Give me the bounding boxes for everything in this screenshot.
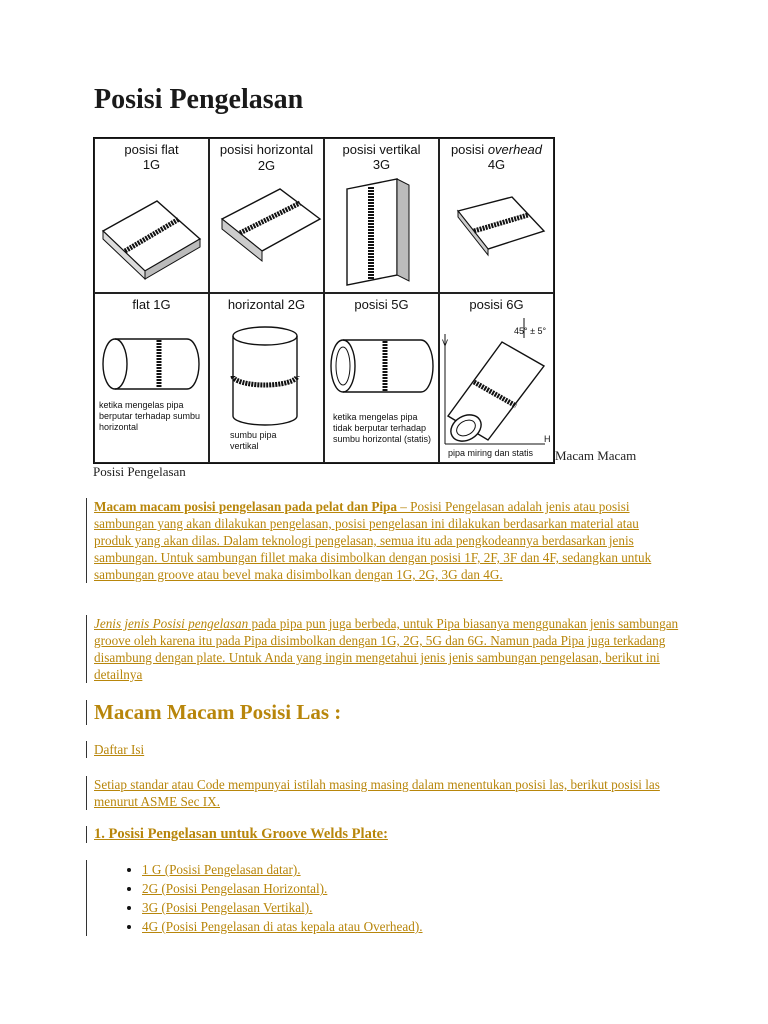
positions-list-block — [86, 860, 514, 936]
list-item — [142, 917, 514, 936]
overhead-plate-icon — [440, 139, 553, 292]
intro-rest[interactable]: – Posisi Pengelasan adalah jenis atau posisi sambungan yang akan dilakukan pengelasan, posisi pengelasan ini dilakukan berdasarkan material atau produk yang akan dilas. Dalam teknologi pengelasan, semua itu ada pengkodeannya berdasarkan jenis sambungan. Untuk sambungan fillet maka disimbolkan dengan posisi 1F, 2F, 3F dan 4F, sedangkan untuk sambungan groove atau bevel maka disimbolkan dengan 1G, 2G, 3G dan 4G. — [94, 499, 652, 582]
intro-paragraph[interactable] — [94, 498, 674, 583]
welding-positions-figure — [93, 137, 555, 464]
vertical-plate-icon — [325, 139, 438, 292]
subsection-heading-block — [86, 826, 514, 843]
figure-cell-1g-pipe — [94, 293, 209, 463]
figure-cell-2g-plate — [209, 138, 324, 293]
list-item-link[interactable]: 3G (Posisi Pengelasan Vertikal). — [142, 900, 313, 915]
intro-paragraph-block — [86, 498, 674, 583]
toc-link[interactable]: Daftar Isi — [94, 742, 145, 757]
list-item — [142, 879, 514, 898]
list-item — [142, 898, 514, 917]
positions-list — [94, 860, 514, 936]
cell-label: flat 1G — [132, 297, 171, 312]
standard-paragraph-block — [86, 776, 664, 810]
figure-caption-part1: Macam Macam — [555, 448, 637, 463]
axis-v-label: V — [442, 338, 449, 348]
subsection-heading[interactable]: 1. Posisi Pengelasan untuk Groove Welds Plate: — [94, 826, 388, 842]
cell-label: 2G — [257, 158, 276, 173]
cell-label: posisi 5G — [354, 297, 409, 312]
figure-cell-4g-plate — [439, 138, 554, 293]
list-item-link[interactable]: 2G (Posisi Pengelasan Horizontal). — [142, 881, 328, 896]
section-heading-block — [86, 700, 494, 725]
cell-label: horizontal 2G — [227, 297, 306, 312]
cell-label: posisi horizontal — [219, 142, 314, 157]
page-title: Posisi Pengelasan — [94, 84, 304, 115]
cell-label: posisi flat 1G — [124, 142, 179, 172]
pipe-paragraph-block — [86, 615, 679, 683]
list-item-link[interactable]: 4G (Posisi Pengelasan di atas kepala atau Overhead). — [142, 919, 423, 934]
pipe-rest-link[interactable]: pada pipa pun juga berbeda, untuk Pipa biasanya menggunakan jenis sambungan groove oleh karena itu pada Pipa disimbolkan dengan 1G, 2G, 5G dan 6G. Namun pada Pipa juga terkadang disambung dengan plate. Untuk Anda yang ingin mengetahui jenis jenis sambungan pengelasan, berikut ini detailnya — [94, 616, 679, 682]
section-heading: Macam Macam Posisi Las : — [94, 700, 342, 724]
cell-label: posisi vertikal 3G — [342, 142, 421, 172]
list-item — [142, 860, 514, 879]
cell-note: pipa miring dan statis — [448, 448, 534, 458]
figure-cell-2g-pipe — [209, 293, 324, 463]
flat-plate-icon — [95, 139, 208, 292]
cell-note: sumbu pipa vertikal — [230, 430, 277, 451]
pipe-paragraph — [94, 615, 679, 683]
pipe-italic-link[interactable]: Jenis jenis Posisi pengelasan — [94, 616, 249, 631]
angle-note: 45° ± 5° — [514, 326, 547, 336]
toc-block — [86, 741, 294, 758]
inclined-pipe-icon — [440, 294, 553, 462]
flat-pipe-icon — [95, 294, 208, 462]
list-item-link[interactable]: 1 G (Posisi Pengelasan datar). — [142, 862, 301, 877]
cell-label: posisi 6G — [469, 297, 524, 312]
figure-cell-3g-plate — [324, 138, 439, 293]
horizontal-plate-icon — [210, 139, 323, 292]
figure-cell-6g-pipe — [439, 293, 554, 463]
cell-note: ketika mengelas pipa tidak berputar terhadap sumbu horizontal (statis) — [333, 412, 432, 444]
figure-cell-1g-plate — [94, 138, 209, 293]
intro-bold-link[interactable]: Macam macam posisi pengelasan pada pelat dan Pipa — [94, 499, 397, 514]
cell-note: ketika mengelas pipa berputar terhadap sumbu horizontal — [99, 400, 201, 432]
standard-paragraph[interactable]: Setiap standar atau Code mempunyai istilah masing masing dalam menentukan posisi las, berikut posisi las menurut ASME Sec IX. — [94, 777, 660, 809]
figure-caption-part2: Posisi Pengelasan — [93, 464, 186, 479]
axis-h-label: H — [544, 434, 551, 444]
cell-label: posisi overhead 4G — [450, 142, 543, 172]
figure-cell-5g-pipe — [324, 293, 439, 463]
